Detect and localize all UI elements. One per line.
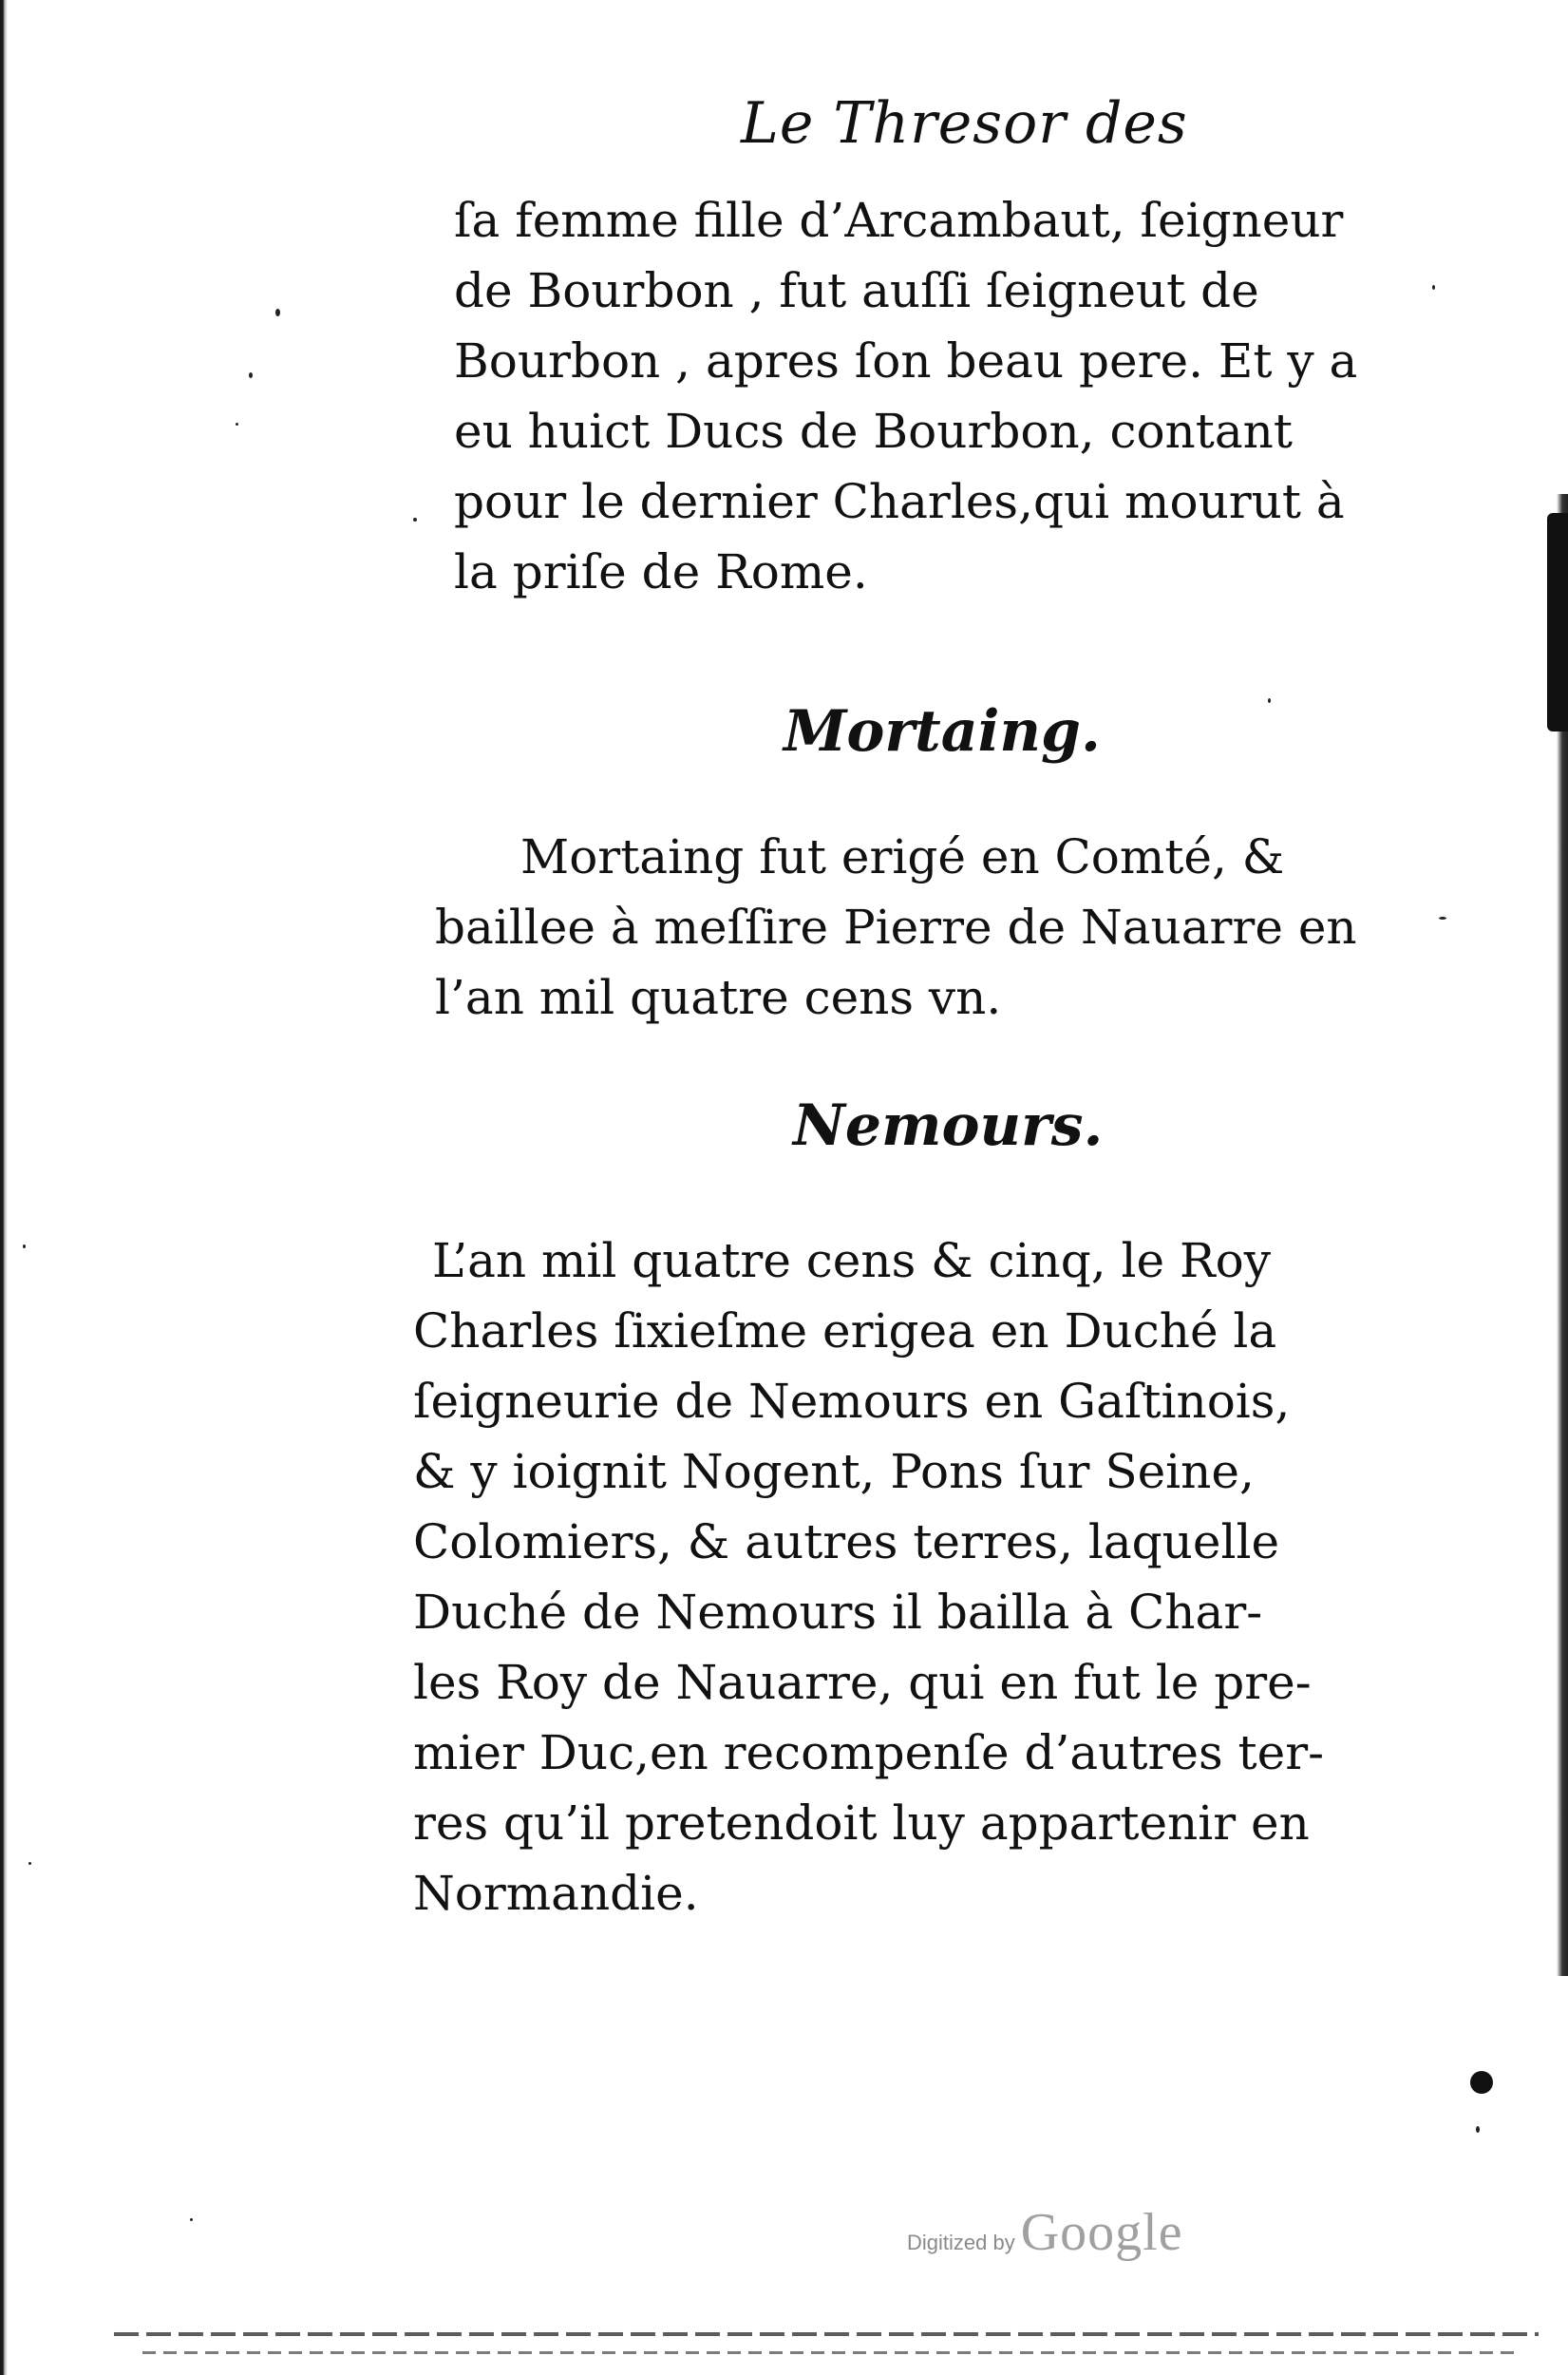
- speck: [236, 423, 238, 426]
- speck: [23, 1244, 26, 1248]
- text-line: Mortaing fut erigé en Comté, &: [520, 829, 1285, 884]
- speck: [413, 518, 417, 522]
- text-line: Duché de Nemours il bailla à Char-: [413, 1585, 1263, 1640]
- speck: [249, 372, 253, 378]
- scan-edge-right-shadow: [1547, 513, 1568, 732]
- text-line: la priſe de Rome.: [454, 544, 868, 599]
- text-line: eu huict Ducs de Bourbon, contant: [454, 404, 1293, 459]
- text-line: mier Duc,en recompenſe d’autres ter-: [413, 1725, 1324, 1780]
- text-line: l’an mil quatre cens vn.: [435, 970, 1002, 1025]
- google-logo: Google: [1020, 2203, 1183, 2262]
- text-line: & y ioignit Nogent, Pons ſur Seine,: [413, 1444, 1255, 1499]
- text-line: Normandie.: [413, 1866, 699, 1921]
- text-line: Colomiers, & autres terres, laquelle: [413, 1514, 1280, 1569]
- section-heading-mortaing: Mortaing.: [784, 698, 1101, 765]
- paragraph-nemours: [413, 1226, 1410, 1928]
- speck: [275, 309, 280, 316]
- text-line: Charles ſixieſme erigea en Duché la: [413, 1303, 1277, 1358]
- text-line: pour le dernier Charles,qui mourut à: [454, 474, 1345, 529]
- watermark-prefix: Digitized by: [907, 2231, 1015, 2254]
- section-heading-nemours: Nemours.: [793, 1092, 1104, 1159]
- text-line: res qu’il pretendoit luy appartenir en: [413, 1796, 1310, 1851]
- scan-edge-left: [0, 0, 8, 2375]
- bottom-edge-rule: [114, 2332, 1539, 2336]
- speck: [1432, 285, 1435, 290]
- ink-blot: [1470, 2071, 1493, 2094]
- speck: [1439, 917, 1446, 920]
- speck: [1268, 698, 1271, 703]
- speck: [190, 2218, 193, 2221]
- speck: [28, 1862, 31, 1865]
- bottom-edge-rule-lower: [142, 2351, 1520, 2354]
- text-line: ſeigneurie de Nemours en Gaſtinois,: [413, 1374, 1291, 1429]
- running-head: Le Thresor des: [741, 90, 1188, 157]
- text-line: Bourbon , apres ſon beau pere. Et y a: [454, 333, 1358, 389]
- text-line: ſa femme fille d’Arcambaut, ſeigneur: [454, 193, 1344, 248]
- text-line: de Bourbon , fut auſſi ſeigneut de: [454, 263, 1259, 318]
- text-line: L’an mil quatre cens & cinq, le Roy: [432, 1233, 1272, 1288]
- digitized-by-google-watermark: [907, 2202, 1183, 2263]
- paragraph-mortaing: [435, 822, 1432, 1033]
- text-line: les Roy de Nauarre, qui en fut le pre-: [413, 1655, 1312, 1710]
- speck: [1476, 2126, 1480, 2133]
- paragraph-bourbon: [454, 185, 1451, 607]
- text-line: baillee à meſſire Pierre de Nauarre en: [435, 900, 1357, 955]
